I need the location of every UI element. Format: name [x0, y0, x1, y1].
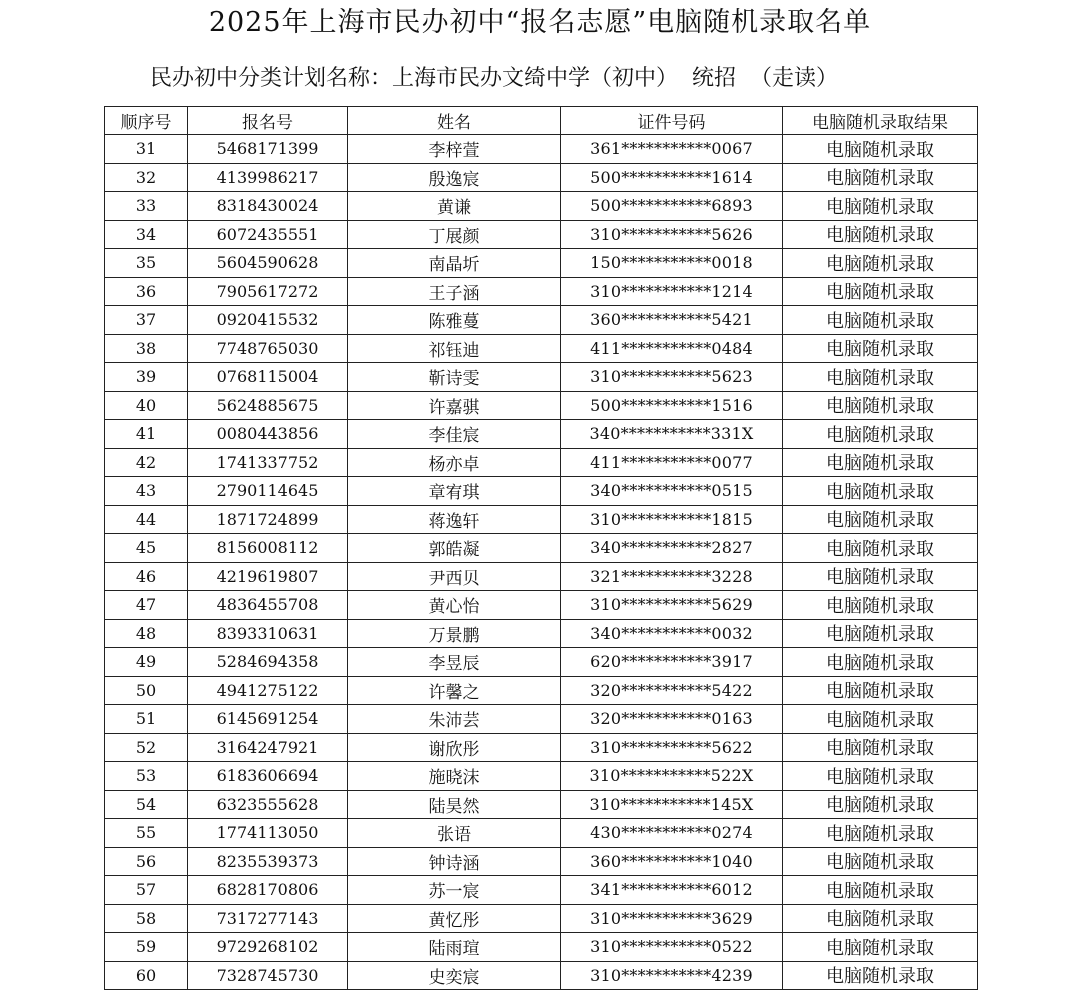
cell-id-no: 310***********145X: [561, 790, 783, 819]
cell-reg-no: 8393310631: [188, 619, 348, 648]
cell-reg-no: 1774113050: [188, 819, 348, 848]
table-row: [105, 249, 978, 278]
cell-id-no: 340***********331X: [561, 420, 783, 449]
cell-name: 尹西贝: [348, 562, 561, 591]
cell-name: 郭皓凝: [348, 534, 561, 563]
cell-reg-no: 5624885675: [188, 391, 348, 420]
cell-reg-no: 5284694358: [188, 648, 348, 677]
table-row: [105, 705, 978, 734]
cell-name: 陆昊然: [348, 790, 561, 819]
table-row: [105, 363, 978, 392]
table-row: [105, 334, 978, 363]
cell-seq: 44: [105, 505, 188, 534]
cell-result: 电脑随机录取: [783, 619, 978, 648]
cell-name: 施晓沫: [348, 762, 561, 791]
cell-name: 丁展颜: [348, 220, 561, 249]
cell-seq: 41: [105, 420, 188, 449]
cell-id-no: 340***********0032: [561, 619, 783, 648]
cell-seq: 56: [105, 847, 188, 876]
cell-name: 李佳宸: [348, 420, 561, 449]
cell-reg-no: 6323555628: [188, 790, 348, 819]
header-seq: 顺序号: [105, 107, 188, 135]
cell-result: 电脑随机录取: [783, 220, 978, 249]
cell-reg-no: 8156008112: [188, 534, 348, 563]
cell-seq: 45: [105, 534, 188, 563]
cell-name: 黄心怡: [348, 591, 561, 620]
table-row: [105, 790, 978, 819]
cell-result: 电脑随机录取: [783, 705, 978, 734]
cell-id-no: 620***********3917: [561, 648, 783, 677]
table-row: [105, 562, 978, 591]
cell-reg-no: 6072435551: [188, 220, 348, 249]
cell-id-no: 310***********1214: [561, 277, 783, 306]
cell-result: 电脑随机录取: [783, 534, 978, 563]
cell-id-no: 310***********1815: [561, 505, 783, 534]
cell-reg-no: 4219619807: [188, 562, 348, 591]
cell-result: 电脑随机录取: [783, 477, 978, 506]
cell-name: 章宥琪: [348, 477, 561, 506]
cell-name: 李梓萱: [348, 135, 561, 164]
cell-seq: 32: [105, 163, 188, 192]
cell-name: 朱沛芸: [348, 705, 561, 734]
cell-reg-no: 7748765030: [188, 334, 348, 363]
table-row: [105, 448, 978, 477]
cell-reg-no: 6828170806: [188, 876, 348, 905]
cell-reg-no: 0768115004: [188, 363, 348, 392]
table-row: [105, 420, 978, 449]
cell-reg-no: 6145691254: [188, 705, 348, 734]
cell-id-no: 320***********5422: [561, 676, 783, 705]
cell-seq: 31: [105, 135, 188, 164]
cell-reg-no: 2790114645: [188, 477, 348, 506]
table-row: [105, 306, 978, 335]
cell-name: 张语: [348, 819, 561, 848]
cell-id-no: 310***********5629: [561, 591, 783, 620]
cell-result: 电脑随机录取: [783, 762, 978, 791]
cell-name: 史奕宸: [348, 961, 561, 990]
cell-seq: 34: [105, 220, 188, 249]
cell-result: 电脑随机录取: [783, 249, 978, 278]
cell-result: 电脑随机录取: [783, 448, 978, 477]
cell-seq: 54: [105, 790, 188, 819]
cell-name: 祁钰迪: [348, 334, 561, 363]
table-row: [105, 163, 978, 192]
cell-result: 电脑随机录取: [783, 420, 978, 449]
cell-seq: 48: [105, 619, 188, 648]
cell-id-no: 411***********0077: [561, 448, 783, 477]
cell-name: 靳诗雯: [348, 363, 561, 392]
cell-reg-no: 9729268102: [188, 933, 348, 962]
cell-seq: 58: [105, 904, 188, 933]
cell-result: 电脑随机录取: [783, 334, 978, 363]
cell-name: 李昱辰: [348, 648, 561, 677]
cell-reg-no: 4139986217: [188, 163, 348, 192]
cell-name: 陈雅蔓: [348, 306, 561, 335]
cell-id-no: 320***********0163: [561, 705, 783, 734]
table-row: [105, 904, 978, 933]
cell-seq: 60: [105, 961, 188, 990]
cell-seq: 51: [105, 705, 188, 734]
table-row: [105, 847, 978, 876]
cell-id-no: 500***********6893: [561, 192, 783, 221]
cell-name: 黄谦: [348, 192, 561, 221]
cell-id-no: 411***********0484: [561, 334, 783, 363]
cell-reg-no: 0080443856: [188, 420, 348, 449]
cell-id-no: 500***********1516: [561, 391, 783, 420]
table-row: [105, 819, 978, 848]
cell-seq: 53: [105, 762, 188, 791]
cell-result: 电脑随机录取: [783, 135, 978, 164]
cell-id-no: 500***********1614: [561, 163, 783, 192]
cell-reg-no: 8318430024: [188, 192, 348, 221]
cell-result: 电脑随机录取: [783, 819, 978, 848]
cell-seq: 43: [105, 477, 188, 506]
cell-name: 万景鹏: [348, 619, 561, 648]
cell-seq: 55: [105, 819, 188, 848]
cell-id-no: 310***********3629: [561, 904, 783, 933]
cell-reg-no: 4836455708: [188, 591, 348, 620]
table-row: [105, 534, 978, 563]
cell-seq: 42: [105, 448, 188, 477]
cell-result: 电脑随机录取: [783, 676, 978, 705]
table-row: [105, 591, 978, 620]
cell-reg-no: 7905617272: [188, 277, 348, 306]
cell-name: 杨亦卓: [348, 448, 561, 477]
table-row: [105, 733, 978, 762]
cell-result: 电脑随机录取: [783, 790, 978, 819]
cell-result: 电脑随机录取: [783, 505, 978, 534]
header-name: 姓名: [348, 107, 561, 135]
cell-result: 电脑随机录取: [783, 648, 978, 677]
table-row: [105, 762, 978, 791]
cell-reg-no: 7328745730: [188, 961, 348, 990]
cell-reg-no: 3164247921: [188, 733, 348, 762]
table-row: [105, 505, 978, 534]
header-id-no: 证件号码: [561, 107, 783, 135]
cell-reg-no: 7317277143: [188, 904, 348, 933]
cell-result: 电脑随机录取: [783, 192, 978, 221]
cell-name: 黄忆彤: [348, 904, 561, 933]
cell-name: 南晶圻: [348, 249, 561, 278]
cell-name: 许馨之: [348, 676, 561, 705]
header-reg-no: 报名号: [188, 107, 348, 135]
cell-seq: 49: [105, 648, 188, 677]
cell-reg-no: 0920415532: [188, 306, 348, 335]
cell-seq: 38: [105, 334, 188, 363]
cell-name: 陆雨瑄: [348, 933, 561, 962]
table-row: [105, 676, 978, 705]
cell-result: 电脑随机录取: [783, 277, 978, 306]
table-row: [105, 648, 978, 677]
cell-id-no: 430***********0274: [561, 819, 783, 848]
table-row: [105, 135, 978, 164]
plan-name: 民办初中分类计划名称：上海市民办文绮中学（初中） 统招 （走读）: [150, 66, 838, 91]
cell-id-no: 321***********3228: [561, 562, 783, 591]
cell-reg-no: 1741337752: [188, 448, 348, 477]
cell-name: 殷逸宸: [348, 163, 561, 192]
cell-id-no: 310***********522X: [561, 762, 783, 791]
cell-seq: 35: [105, 249, 188, 278]
cell-id-no: 310***********5626: [561, 220, 783, 249]
cell-result: 电脑随机录取: [783, 733, 978, 762]
cell-result: 电脑随机录取: [783, 904, 978, 933]
cell-result: 电脑随机录取: [783, 562, 978, 591]
cell-seq: 52: [105, 733, 188, 762]
cell-seq: 57: [105, 876, 188, 905]
table-row: [105, 933, 978, 962]
cell-seq: 46: [105, 562, 188, 591]
cell-reg-no: 5468171399: [188, 135, 348, 164]
cell-reg-no: 6183606694: [188, 762, 348, 791]
cell-result: 电脑随机录取: [783, 933, 978, 962]
cell-id-no: 341***********6012: [561, 876, 783, 905]
cell-result: 电脑随机录取: [783, 847, 978, 876]
cell-seq: 50: [105, 676, 188, 705]
cell-name: 蒋逸轩: [348, 505, 561, 534]
cell-name: 谢欣彤: [348, 733, 561, 762]
cell-seq: 33: [105, 192, 188, 221]
cell-reg-no: 4941275122: [188, 676, 348, 705]
cell-id-no: 340***********2827: [561, 534, 783, 563]
cell-seq: 36: [105, 277, 188, 306]
cell-name: 苏一宸: [348, 876, 561, 905]
table-row: [105, 876, 978, 905]
header-result: 电脑随机录取结果: [783, 107, 978, 135]
table-row: [105, 961, 978, 990]
page-title: 2025年上海市民办初中“报名志愿”电脑随机录取名单: [208, 7, 872, 38]
cell-id-no: 360***********1040: [561, 847, 783, 876]
table-row: [105, 477, 978, 506]
cell-id-no: 310***********5623: [561, 363, 783, 392]
cell-result: 电脑随机录取: [783, 163, 978, 192]
admission-table: [104, 106, 978, 990]
cell-reg-no: 8235539373: [188, 847, 348, 876]
cell-result: 电脑随机录取: [783, 391, 978, 420]
cell-id-no: 360***********5421: [561, 306, 783, 335]
cell-seq: 59: [105, 933, 188, 962]
cell-seq: 40: [105, 391, 188, 420]
cell-result: 电脑随机录取: [783, 961, 978, 990]
cell-id-no: 310***********4239: [561, 961, 783, 990]
table-row: [105, 277, 978, 306]
cell-seq: 37: [105, 306, 188, 335]
cell-id-no: 310***********0522: [561, 933, 783, 962]
cell-seq: 39: [105, 363, 188, 392]
cell-name: 王子涵: [348, 277, 561, 306]
cell-result: 电脑随机录取: [783, 591, 978, 620]
table-row: [105, 391, 978, 420]
cell-id-no: 310***********5622: [561, 733, 783, 762]
cell-reg-no: 1871724899: [188, 505, 348, 534]
table-row: [105, 192, 978, 221]
cell-name: 许嘉骐: [348, 391, 561, 420]
cell-id-no: 150***********0018: [561, 249, 783, 278]
cell-name: 钟诗涵: [348, 847, 561, 876]
cell-id-no: 340***********0515: [561, 477, 783, 506]
cell-seq: 47: [105, 591, 188, 620]
table-row: [105, 220, 978, 249]
cell-result: 电脑随机录取: [783, 306, 978, 335]
cell-result: 电脑随机录取: [783, 363, 978, 392]
table-row: [105, 619, 978, 648]
cell-reg-no: 5604590628: [188, 249, 348, 278]
cell-result: 电脑随机录取: [783, 876, 978, 905]
cell-id-no: 361***********0067: [561, 135, 783, 164]
table-header-row: [105, 107, 978, 135]
